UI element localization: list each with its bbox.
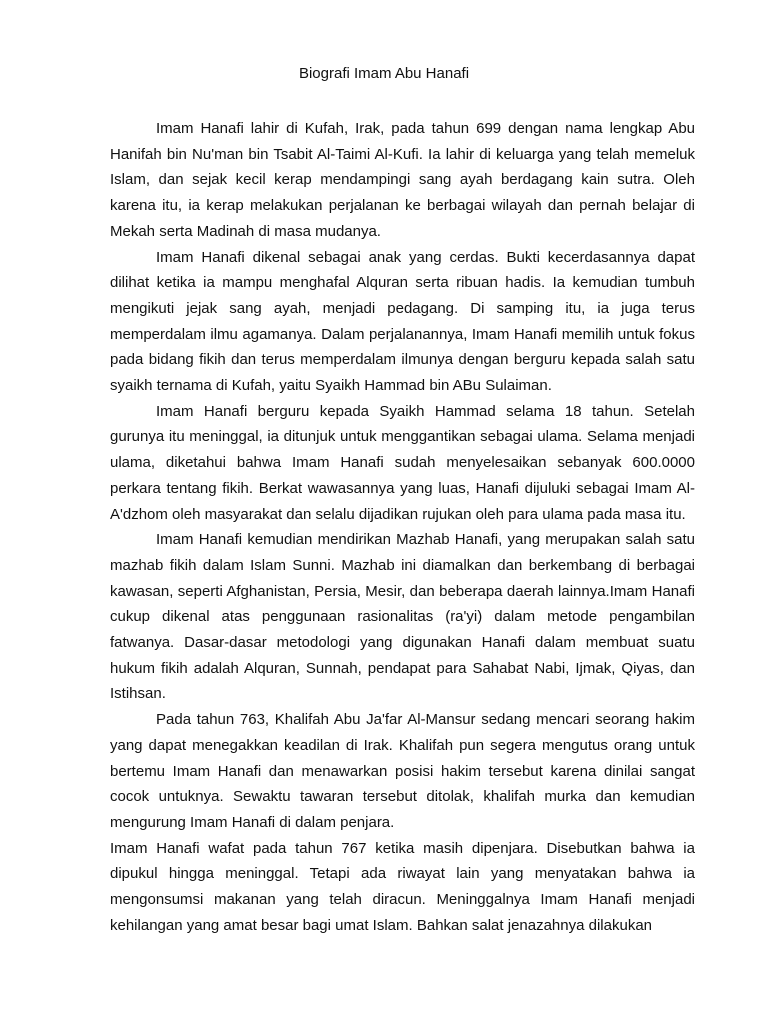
paragraph-1: Imam Hanafi lahir di Kufah, Irak, pada tahun 699 dengan nama lengkap Abu Hanifah bin Nu'man bin Tsabit Al-Taimi Al-Kufi. Ia lahir di keluarga yang telah memeluk Islam, dan sejak kecil kerap mendampingi sang ayah berdagang kain sutra. Oleh karena itu, ia kerap melakukan perjalanan ke berbagai wilayah dan pernah belajar di Mekah serta Madinah di masa mudanya.	[110, 120, 695, 240]
paragraph-6: Imam Hanafi wafat pada tahun 767 ketika masih dipenjara. Disebutkan bahwa ia dipukul hingga meninggal. Tetapi ada riwayat lain yang menyatakan bahwa ia mengonsumsi makanan yang telah diracun. Meninggalnya Imam Hanafi menjadi kehilangan yang amat besar bagi umat Islam. Bahkan salat jenazahnya dilakukan	[110, 839, 695, 934]
paragraph-2: Imam Hanafi dikenal sebagai anak yang cerdas. Bukti kecerdasannya dapat dilihat ketika ia mampu menghafal Alquran serta ribuan hadis. Ia kemudian tumbuh mengikuti jejak sang ayah, menjadi pedagang. Di samping itu, ia juga terus memperdalam ilmu agamanya. Dalam perjalanannya, Imam Hanafi memilih untuk fokus pada bidang fikih dan terus memperdalam ilmunya dengan berguru kepada salah satu syaikh ternama di Kufah, yaitu Syaikh Hammad bin ABu Sulaiman.	[110, 248, 695, 395]
document-title: Biografi Imam Abu Hanafi	[298, 65, 470, 82]
paragraph-4: Imam Hanafi kemudian mendirikan Mazhab Hanafi, yang merupakan salah satu mazhab fikih dalam Islam Sunni. Mazhab ini diamalkan dan berkembang di berbagai kawasan, seperti Afghanistan, Persia, Mesir, dan beberapa daerah lainnya.Imam Hanafi cukup dikenal atas penggunaan rasionalitas (ra'yi) dalam metode pengambilan fatwanya. Dasar-dasar metodologi yang digunakan Hanafi dalam membuat suatu hukum fikih adalah Alquran, Sunnah, pendapat para Sahabat Nabi, Ijmak, Qiyas, dan Istihsan.	[110, 531, 695, 703]
document-body	[110, 116, 695, 939]
paragraph-5: Pada tahun 763, Khalifah Abu Ja'far Al-Mansur sedang mencari seorang hakim yang dapat menegakkan keadilan di Irak. Khalifah pun segera mengutus orang untuk bertemu Imam Hanafi dan menawarkan posisi hakim tersebut karena dinilai sangat cocok untuknya. Sewaktu tawaran tersebut ditolak, khalifah murka dan kemudian mengurung Imam Hanafi di dalam penjara.	[110, 711, 695, 831]
paragraph-3: Imam Hanafi berguru kepada Syaikh Hammad selama 18 tahun. Setelah gurunya itu meninggal, ia ditunjuk untuk menggantikan sebagai ulama. Selama menjadi ulama, diketahui bahwa Imam Hanafi sudah menyelesaikan sebanyak 600.0000 perkara tentang fikih. Berkat wawasannya yang luas, Hanafi dijuluki sebagai Imam Al-A'dzhom oleh masyarakat dan selalu dijadikan rujukan oleh para ulama pada masa itu.	[110, 402, 695, 523]
